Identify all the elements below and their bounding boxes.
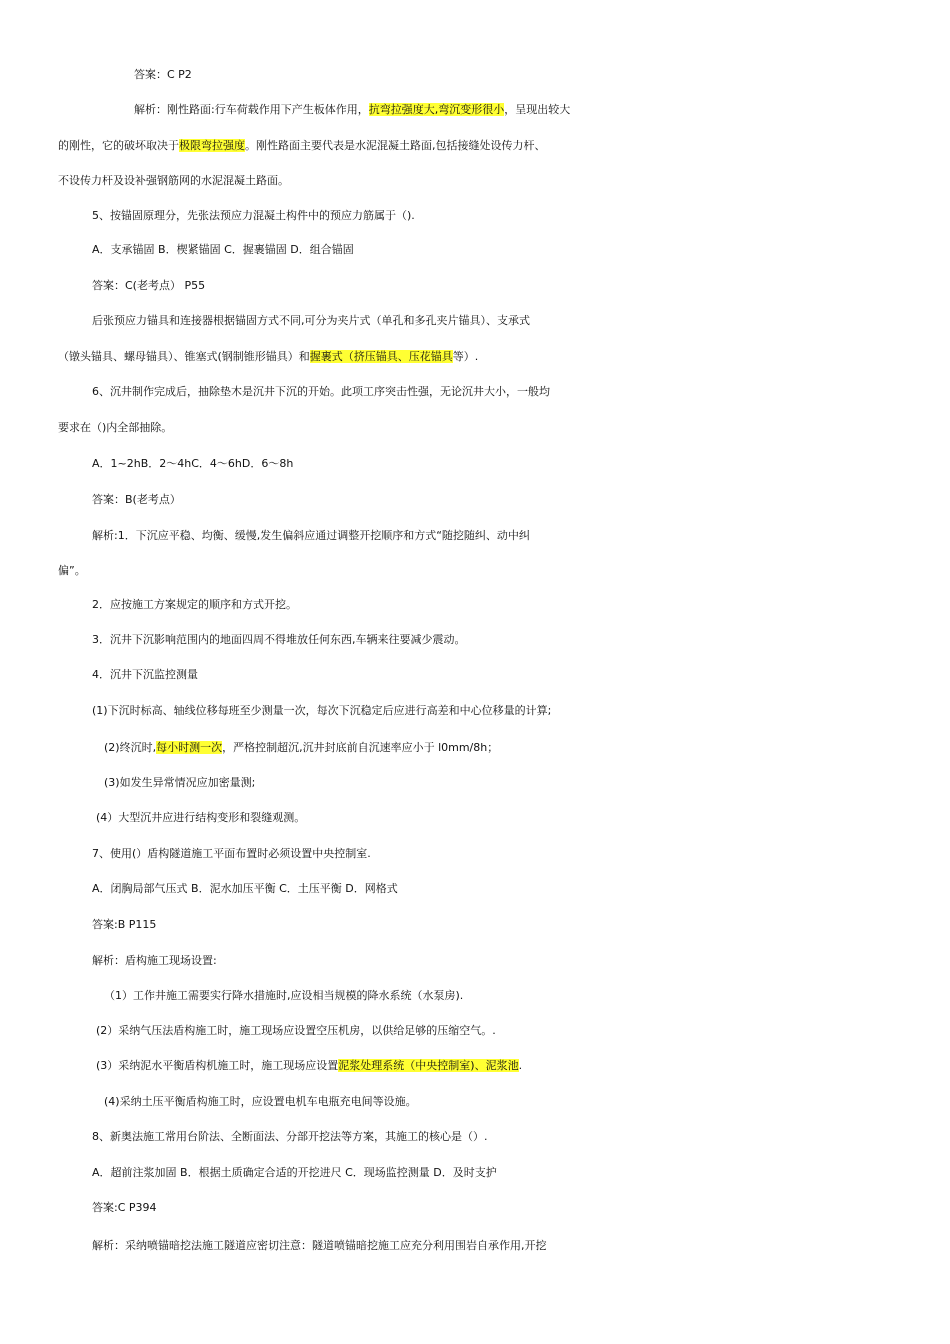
text-line [0,452,950,476]
text-line [0,949,950,973]
text-line [0,488,950,512]
text-segment: 6、沉井制作完成后，抽除垫木是沉井下沉的开始。此项工序突击性强，无论沉井大小，一般均 [92,385,550,398]
text-segment: （镦头锚具、螺母锚具）、锥塞式(钢制锥形锚具）和 [58,350,310,363]
text-line [0,559,950,583]
text-segment: . [518,1059,523,1072]
text-line [0,1125,950,1149]
highlighted-text: 极限弯拉强度 [179,139,245,152]
text-segment: ，呈现出较大 [504,103,571,116]
text-line [0,699,950,723]
text-segment: 答案：C P2 [134,68,192,81]
text-line [0,628,950,652]
text-line [0,736,950,760]
text-segment: 后张预应力锚具和连接器根据锚固方式不同,可分为夹片式（单孔和多孔夹片锚具）、支承式 [92,314,530,327]
text-segment: 5、按锚固原理分，先张法预应力混凝土构件中的预应力筋属于（). [92,209,415,222]
text-segment: 答案：C(老考点） P55 [92,279,206,292]
text-line [0,63,950,87]
text-line [0,984,950,1008]
text-segment: ，严格控制超沉,沉井封底前自沉速率应小于 l0mm/8h； [222,741,499,754]
text-line [0,134,950,158]
text-segment: 要求在（)内全部抽除。 [58,421,173,434]
text-segment: 答案:C P394 [92,1201,157,1214]
text-line [0,1090,950,1114]
text-segment: 。刚性路面主要代表是水泥混凝土路面,包括接缝处设传力杆、 [245,139,546,152]
text-line [0,771,950,795]
text-line [0,274,950,298]
text-line [0,842,950,866]
text-segment: 的刚性，它的破坏取决于 [58,139,179,152]
text-segment: 7、使用(）盾构隧道施工平面布置时必须设置中央控制室. [92,847,371,860]
text-line [0,524,950,548]
text-line [0,309,950,333]
text-segment: 解析:1．下沉应平稳、均衡、缓慢,发生偏斜应通过调整开挖顺序和方式“随挖随纠、动中纠 [92,529,530,542]
text-segment: (4)采纳土压平衡盾构施工时，应设置电机车电瓶充电间等设施。 [104,1095,417,1108]
text-segment: 答案:B P115 [92,918,157,931]
text-segment: (1)下沉时标高、轴线位移每班至少测量一次，每次下沉稳定后应进行高差和中心位移量的计算; [92,704,552,717]
text-segment: 等）. [452,350,479,363]
text-segment: 不设传力杆及设补强钢筋网的水泥混凝土路面。 [58,174,289,187]
text-segment: (3)如发生异常情况应加密量测; [104,776,256,789]
text-segment: (3）采纳泥水平衡盾构机施工时，施工现场应设置 [96,1059,339,1072]
text-segment: A．支承锚固 B．楔紧锚固 C．握裹锚固 D．组合锚固 [92,243,354,256]
text-segment: (4）大型沉井应进行结构变形和裂缝观测。 [96,811,306,824]
text-line [0,98,950,122]
text-line [0,1019,950,1043]
text-segment: 8、新奥法施工常用台阶法、全断面法、分部开挖法等方案，其施工的核心是（）. [92,1130,488,1143]
highlighted-text: 每小时测一次 [156,741,223,754]
text-line [0,806,950,830]
text-segment: 解析：盾构施工现场设置: [92,954,217,967]
text-line [0,204,950,228]
text-line [0,1054,950,1078]
text-line [0,1196,950,1220]
text-segment: A．超前注浆加固 B．根据土质确定合适的开挖进尺 C．现场监控测量 D．及时支护 [92,1166,497,1179]
text-segment: （1）工作井施工需要实行降水措施时,应设相当规模的降水系统（水泵房). [104,989,464,1002]
text-segment: 3．沉井下沉影响范围内的地面四周不得堆放任何东西,车辆来往要减少震动。 [92,633,466,646]
text-segment: (2)终沉时, [104,741,157,754]
text-line [0,913,950,937]
text-line [0,345,950,369]
text-line [0,663,950,687]
text-segment: (2）采纳气压法盾构施工时，施工现场应设置空压机房，以供给足够的压缩空气。. [96,1024,496,1037]
text-line [0,877,950,901]
highlighted-text: 抗弯拉强度大,弯沉变形很小 [368,103,505,116]
text-line [0,416,950,440]
text-segment: 解析：采纳喷锚暗挖法施工隧道应密切注意：隧道喷锚暗挖施工应充分利用围岩自承作用,开挖 [92,1239,547,1252]
text-line [0,169,950,193]
text-line [0,1161,950,1185]
text-line [0,1234,950,1258]
text-segment: 偏”。 [58,564,86,577]
text-line [0,380,950,404]
text-segment: 答案：B(老考点） [92,493,181,506]
highlighted-text: 握裹式（挤压锚具、压花锚具 [309,350,453,363]
text-segment: 2．应按施工方案规定的顺序和方式开挖。 [92,598,297,611]
text-segment: A．闭胸局部气压式 B．泥水加压平衡 C．土压平衡 D．网格式 [92,882,398,895]
text-segment: 4．沉井下沉监控测量 [92,668,198,681]
text-line [0,238,950,262]
text-segment: A．1~2hB．2～4hC．4～6hD．6～8h [92,457,294,470]
highlighted-text: 泥浆处理系统（中央控制室)、泥浆池 [338,1059,519,1072]
text-segment: 解析：刚性路面:行车荷载作用下产生板体作用， [134,103,369,116]
text-line [0,593,950,617]
